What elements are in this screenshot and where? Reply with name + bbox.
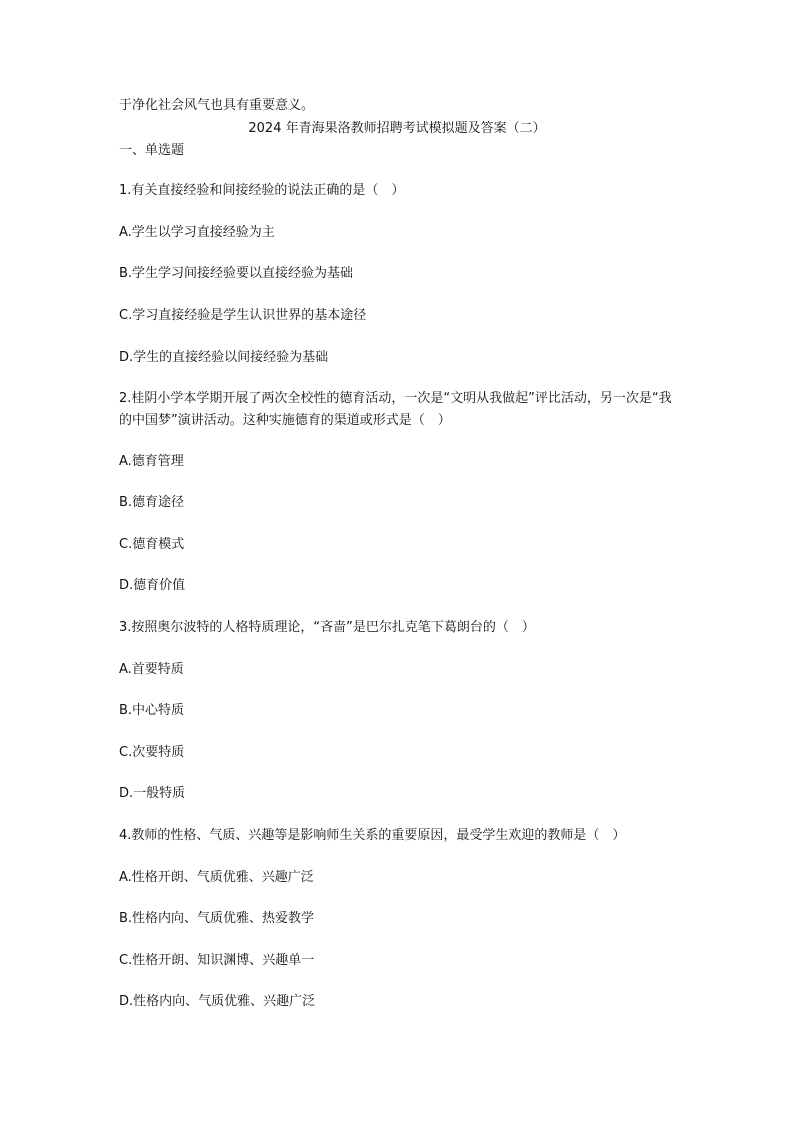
option-d: D.一般特质 — [119, 786, 186, 801]
option-a: A.性格开朗、气质优雅、兴趣广泛 — [119, 870, 314, 885]
option-a: A.德育管理 — [119, 454, 184, 469]
question-stem: 1.有关直接经验和间接经验的说法正确的是（ ） — [119, 183, 405, 198]
option-b: B.中心特质 — [119, 703, 185, 718]
option-d: D.学生的直接经验以间接经验为基础 — [119, 350, 329, 365]
document-title: 2024 年青海果洛教师招聘考试模拟题及答案（二） — [248, 121, 546, 136]
option-d: D.德育价值 — [119, 578, 186, 593]
option-b: B.学生学习间接经验要以直接经验为基础 — [119, 266, 354, 281]
option-c: C.德育模式 — [119, 537, 185, 552]
intro-fragment: 于净化社会风气也具有重要意义。 — [119, 98, 315, 113]
question-stem: 4.教师的性格、气质、兴趣等是影响师生关系的重要原因，最受学生欢迎的教师是（ ） — [119, 828, 626, 843]
option-b: B.性格内向、气质优雅、热爱教学 — [119, 911, 315, 926]
option-c: C.性格开朗、知识渊博、兴趣单一 — [119, 953, 315, 968]
question-stem: 2.桂阴小学本学期开展了两次全校性的德育活动，一次是“文明从我做起”评比活动，另一次是“我的中国梦”演讲活动。这种实施德育的渠道或形式是（ ） — [119, 391, 672, 428]
question-stem: 3.按照奥尔波特的人格特质理论，“吝啬”是巴尔扎克笔下葛朗台的（ ） — [119, 620, 535, 635]
section-heading: 一、单选题 — [119, 143, 185, 158]
option-b: B.德育途径 — [119, 495, 185, 510]
option-a: A.学生以学习直接经验为主 — [119, 225, 275, 240]
option-d: D.性格内向、气质优雅、兴趣广泛 — [119, 994, 316, 1009]
option-c: C.学习直接经验是学生认识世界的基本途径 — [119, 308, 367, 323]
option-a: A.首要特质 — [119, 662, 184, 677]
option-c: C.次要特质 — [119, 745, 185, 760]
